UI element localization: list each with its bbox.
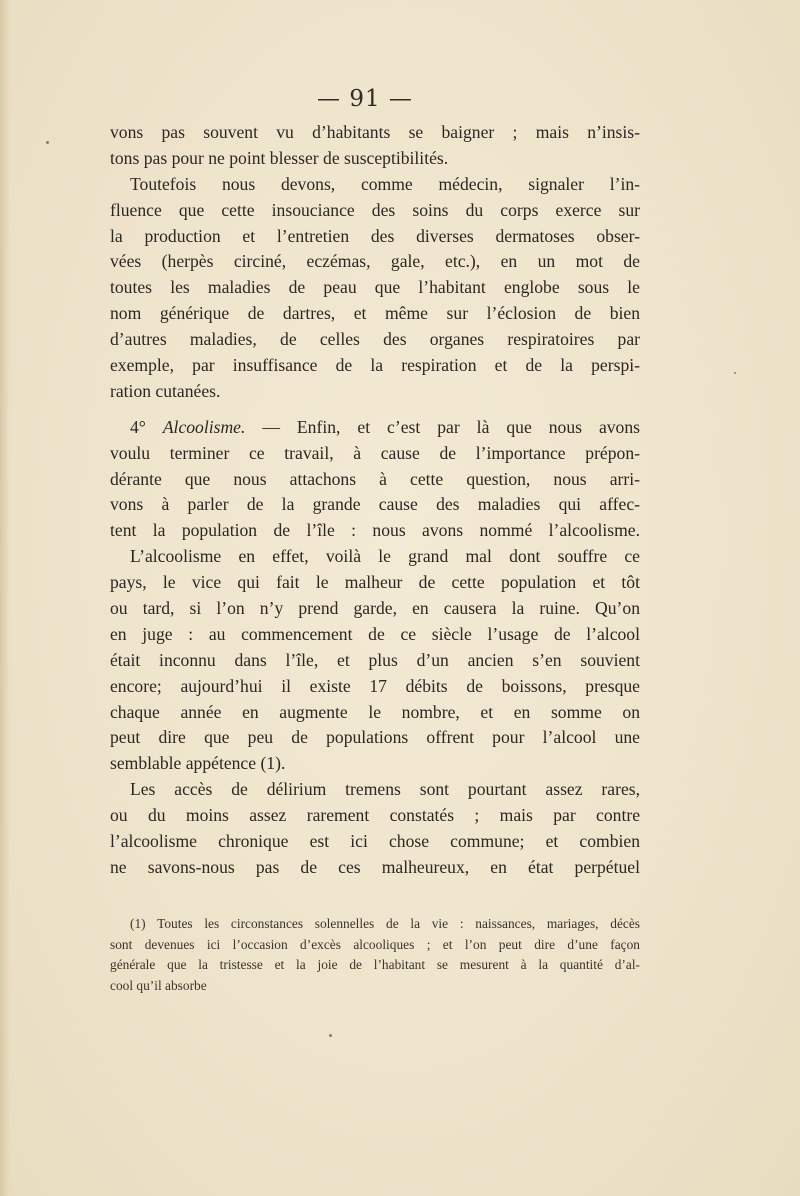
section-heading-line: [110, 415, 640, 441]
text-line: vons pas souvent vu d’habitants se baigner ; mais n’insis-: [110, 122, 640, 142]
text-line: dérante que nous attachons à cette question, nous arri-: [110, 468, 640, 489]
text-line: toutes les maladies de peau que l’habitant englobe sous le: [110, 277, 640, 298]
text-line: vées (herpès circiné, eczémas, gale, etc.), en un mot de: [110, 251, 640, 272]
text-line: était inconnu dans l’île, et plus d’un ancien s’en souvient: [110, 649, 640, 670]
text-line: tent la population de l’île : nous avons nommé l’alcoolisme.: [110, 520, 640, 541]
text-line: fluence que cette insouciance des soins du corps exerce sur: [110, 199, 640, 220]
footnote-line: générale que la tristesse et la joie de l’habitant se mesurent à la quantité d’al-: [110, 957, 640, 972]
paper-speck: [46, 141, 49, 144]
text-line: d’autres maladies, de celles des organes respiratoires par: [110, 329, 640, 350]
text-line: Les accès de délirium tremens sont pourtant assez rares,: [130, 779, 640, 800]
footnote-line: (1) Toutes les circonstances solennelles de la vie : naissances, mariages, décès: [130, 916, 640, 931]
text-line: tons pas pour ne point blesser de susceptibilités.: [110, 147, 449, 168]
text-line: en juge : au commencement de ce siècle l’usage de l’alcool: [110, 623, 640, 644]
text-line: ou du moins assez rarement constatés ; mais par contre: [110, 805, 640, 826]
main-text: [110, 120, 640, 881]
text-line: l’alcoolisme chronique est ici chose commune; et combien: [110, 831, 640, 852]
text-line: ration cutanées.: [110, 380, 221, 401]
paper-speck: [734, 372, 736, 374]
text-line: ne savons-nous pas de ces malheureux, en état perpétuel: [110, 856, 640, 877]
text-line: pays, le vice qui fait le malheur de cette population et tôt: [110, 572, 640, 593]
text-line: la production et l’entretien des diverses dermatoses obser-: [110, 225, 640, 246]
text-line: ou tard, si l’on n’y prend garde, en causera la ruine. Qu’on: [110, 598, 640, 619]
text-line: vons à parler de la grande cause des maladies qui affec-: [110, 494, 640, 515]
text-line: encore; aujourd’hui il existe 17 débits de boissons, presque: [110, 675, 640, 696]
paper-speck: [329, 1034, 332, 1037]
text-line: voulu terminer ce travail, à cause de l’importance prépon-: [110, 442, 640, 463]
footnote-line: sont devenues ici l’occasion d’excès alcooliques ; et l’on peut dire d’une façon: [110, 936, 640, 952]
text-line: chaque année en augmente le nombre, et en somme on: [110, 701, 640, 722]
page-number: — 91 —: [317, 86, 413, 112]
text-line: semblable appétence (1).: [110, 753, 286, 774]
footnote: [110, 914, 640, 996]
text-line: nom générique de dartres, et même sur l’éclosion de bien: [110, 303, 640, 324]
section-number: 4°: [130, 416, 163, 437]
text-line: Toutefois nous devons, comme médecin, signaler l’in-: [130, 173, 640, 194]
footnote-line: cool qu’il absorbe: [110, 977, 207, 993]
text-line: exemple, par insuffisance de la respiration et de la perspi-: [110, 355, 640, 376]
section-title: Alcoolisme.: [162, 416, 246, 437]
page-edge-shadow: [0, 0, 10, 1196]
text-line: peut dire que peu de populations offrent pour l’alcool une: [110, 727, 640, 748]
section-heading-rest: — Enfin, et c’est par là que nous avons: [245, 416, 640, 437]
text-line: L’alcoolisme en effet, voilà le grand mal dont souffre ce: [130, 546, 640, 567]
